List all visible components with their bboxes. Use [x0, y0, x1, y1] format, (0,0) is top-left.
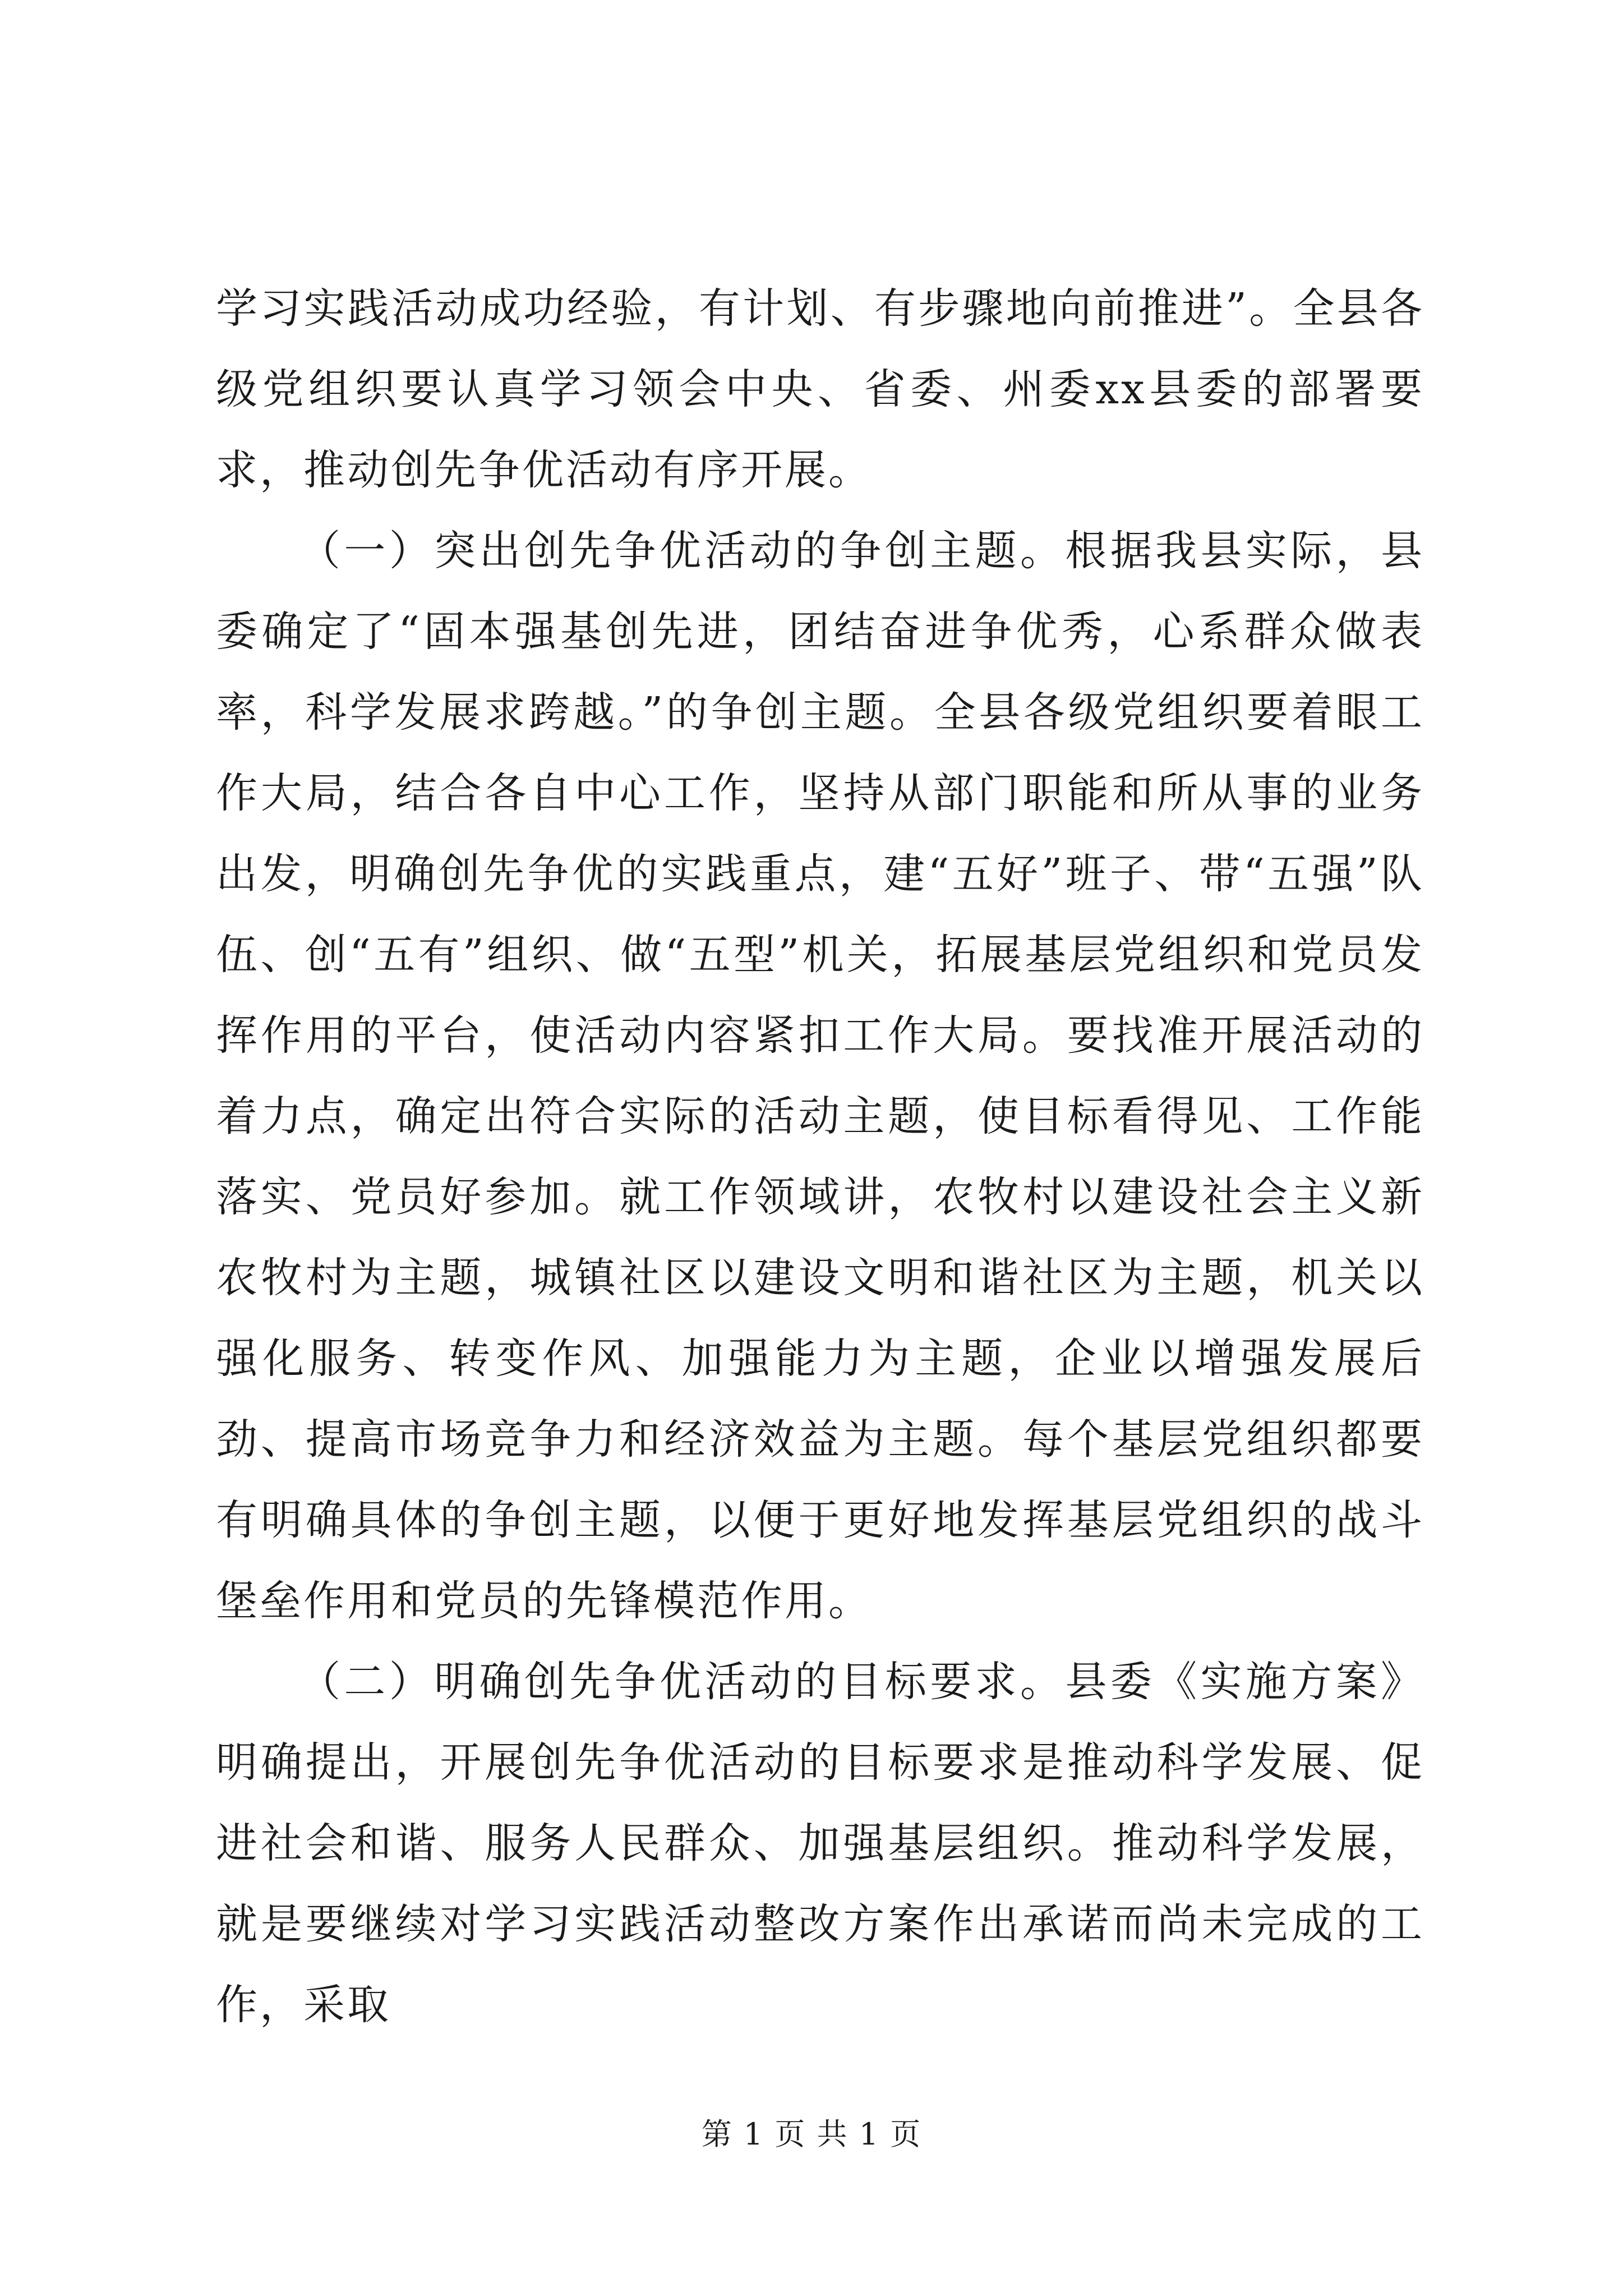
page-footer [0, 2115, 1623, 2154]
paragraph-2: （一）突出创先争优活动的争创主题。根据我县实际，县委确定了“固本强基创先进，团结奋进争优秀，心系群众做表率，科学发展求跨越。”的争创主题。全县各级党组织要着眼工作大局，结合各自中心工作，坚持从部门职能和所从事的业务出发，明确创先争优的实践重点，建“五好”班子、带“五强”队伍、创“五有”组织、做“五型”机关，拓展基层党组织和党员发挥作用的平台，使活动内容紧扣工作大局。要找准开展活动的着力点，确定出符合实际的活动主题，使目标看得见、工作能落实、党员好参加。就工作领域讲，农牧村以建设社会主义新农牧村为主题，城镇社区以建设文明和谐社区为主题，机关以强化服务、转变作风、加强能力为主题，企业以增强发展后劲、提高市场竞争力和经济效益为主题。每个基层党组织都要有明确具体的争创主题，以便于更好地发挥基层党组织的战斗堡垒作用和党员的先锋模范作用。 [216, 527, 1424, 1625]
document-body [216, 268, 1424, 2045]
paragraph-3: （二）明确创先争优活动的目标要求。县委《实施方案》明确提出，开展创先争优活动的目标要求是推动科学发展、促进社会和谐、服务人民群众、加强基层组织。推动科学发展，就是要继续对学习实践活动整改方案作出承诺而尚未完成的工作，采取 [216, 1658, 1424, 2029]
page-number-label: 第 1 页 共 1 页 [701, 2116, 922, 2152]
paragraph-1: 学习实践活动成功经验，有计划、有步骤地向前推进”。全县各级党组织要认真学习领会中央、省委、州委xx县委的部署要求，推动创先争优活动有序开展。 [216, 284, 1424, 494]
